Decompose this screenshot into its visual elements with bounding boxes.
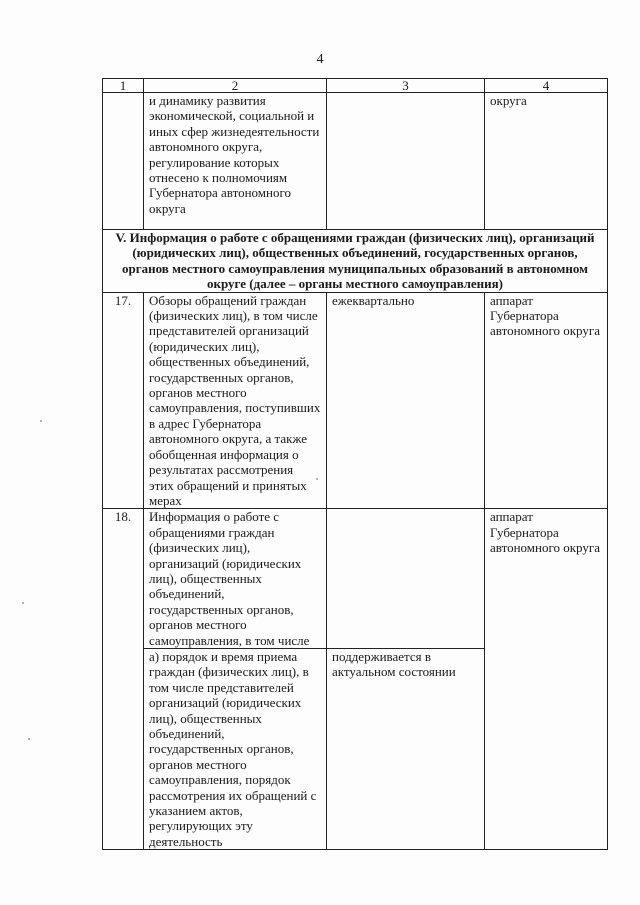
cell-responsible: округа [485,93,608,230]
cell-num [103,93,144,230]
page-number: 4 [316,52,324,67]
scan-speck [22,602,24,604]
header-col-3: 3 [327,79,485,93]
cell-frequency [327,93,485,230]
info-table [102,78,608,850]
header-col-4: 4 [485,79,608,93]
section-heading-row [103,230,608,293]
row-18a-frequency: поддерживается в актуальном состоянии [327,648,485,849]
header-col-2: 2 [144,79,327,93]
row-18-description: Информация о работе с обращениями граждан (физических лиц), организаций (юридических лиц), общественных объединений, государственных органов, органов местного самоуправления, в том числе [144,509,327,649]
header-col-1: 1 [103,79,144,93]
table-row-18 [103,509,608,649]
scan-speck [40,420,42,422]
row-17-responsible: аппарат Губернатора автономного округа [485,292,608,509]
row-18a-description: а) порядок и время приема граждан (физических лиц), в том числе представителей организаций (юридических лиц), общественных объединений, государственных органов, органов местного самоуправления, порядок рассмотрения их обращений с указанием актов, регулирующих эту деятельность [144,648,327,849]
scan-speck [316,478,318,480]
row-17-num: 17. [103,292,144,509]
row-17-description: Обзоры обращений граждан (физических лиц), в том числе представителей организаций (юридических лиц), общественных объединений, государственных органов, органов местного самоуправления, поступивших в адрес Губернатора автономного округа, а также обобщенная информация о результатах рассмотрения этих обращений и принятых мерах [144,292,327,509]
table-row-17 [103,292,608,509]
section-v-title: V. Информация о работе с обращениями граждан (физических лиц), организаций (юридических лиц), общественных объединений, государственных органов, органов местного самоуправления муниципальных образований в автономном округе (далее – органы местного самоуправления) [103,230,608,293]
row-18-frequency [327,509,485,649]
table-row-continuation [103,93,608,230]
row-18-num: 18. [103,509,144,850]
row-18-responsible: аппарат Губернатора автономного округа [485,509,608,850]
table-header-row [103,79,608,93]
cell-description: и динамику развития экономической, социальной и иных сфер жизнедеятельности автономного округа, регулирование которых отнесено к полномочиям Губернатора автономного округа [144,93,327,230]
scan-speck [28,738,30,740]
row-17-frequency: ежеквартально [327,292,485,509]
